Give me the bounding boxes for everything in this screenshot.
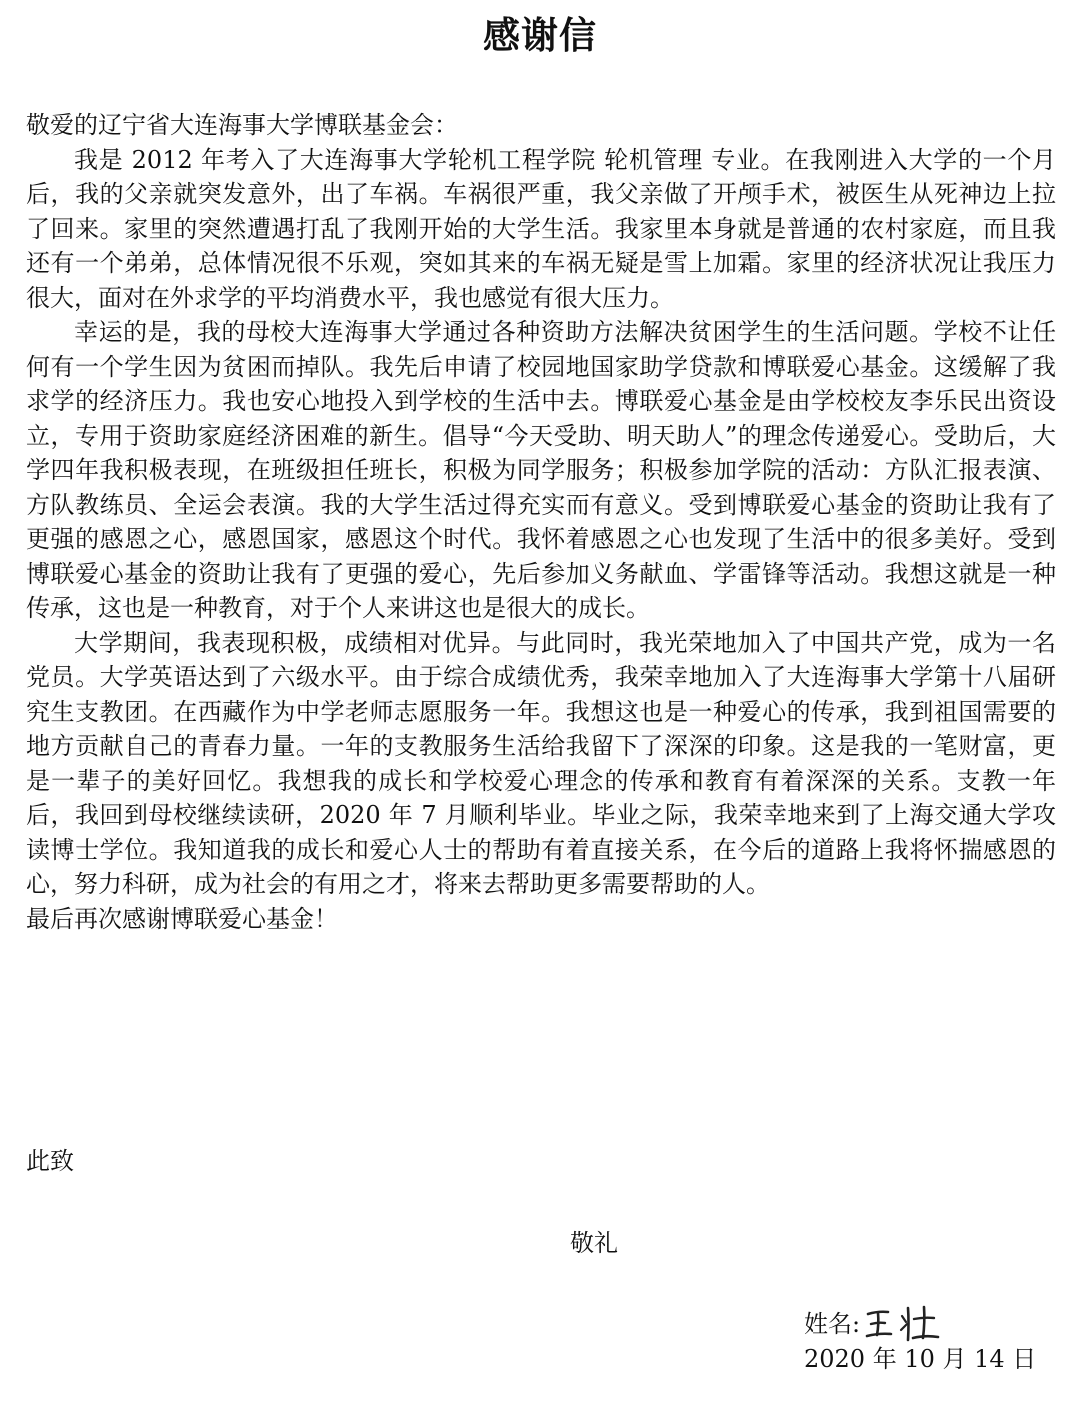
letter-title: 感谢信 (483, 14, 597, 57)
handwritten-signature (864, 1304, 946, 1344)
letter-body (26, 108, 1056, 936)
paragraph-1: 我是 2012 年考入了大连海事大学轮机工程学院 轮机管理 专业。在我刚进入大学的一个月后，我的父亲就突发意外，出了车祸。车祸很严重，我父亲做了开颅手术，被医生从死神边上拉了回来。家里的突然遭遇打乱了我刚开始的大学生活。我家里本身就是普通的农村家庭，而且我还有一个弟弟，总体情况很不乐观，突如其来的车祸无疑是雪上加霜。家里的经济状况让我压力很大，面对在外求学的平均消费水平，我也感觉有很大压力。 (26, 145, 1056, 312)
salutation: 敬爱的辽宁省大连海事大学博联基金会： (26, 111, 458, 139)
paragraph-3: 大学期间，我表现积极，成绩相对优异。与此同时，我光荣地加入了中国共产党，成为一名党员。大学英语达到了六级水平。由于综合成绩优秀，我荣幸地加入了大连海事大学第十八届研究生支教团。在西藏作为中学老师志愿服务一年。我想这也是一种爱心的传承，我到祖国需要的地方贡献自己的青春力量。一年的支教服务生活给我留下了深深的印象。这是我的一笔财富，更是一辈子的美好回忆。我想我的成长和学校爱心理念的传承和教育有着深深的关系。支教一年后，我回到母校继续读研，2020 年 7 月顺利毕业。毕业之际，我荣幸地来到了上海交通大学攻读博士学位。我知道我的成长和爱心人士的帮助有着直接关系，在今后的道路上我将怀揣感恩的心，努力科研，成为社会的有用之才，将来去帮助更多需要帮助的人。 (26, 628, 1056, 898)
letter-date: 2020 年 10 月 14 日 (804, 1345, 1037, 1373)
final-thanks: 最后再次感谢博联爱心基金！ (26, 904, 338, 933)
signature-label: 姓名: (804, 1310, 861, 1338)
signature-line (804, 1304, 946, 1344)
paragraph-2: 幸运的是，我的母校大连海事大学通过各种资助方法解决贫困学生的生活问题。学校不让任何有一个学生因为贫困而掉队。我先后申请了校园地国家助学贷款和博联爱心基金。这缓解了我求学的经济压力。我也安心地投入到学校的生活中去。博联爱心基金是由学校校友李乐民出资设立，专用于资助家庭经济困难的新生。倡导“今天受助、明天助人”的理念传递爱心。受助后，大学四年我积极表现，在班级担任班长，积极为同学服务；积极参加学院的活动：方队汇报表演、方队教练员、全运会表演。我的大学生活过得充实而有意义。受到博联爱心基金的资助让我有了更强的感恩之心，感恩国家，感恩这个时代。我怀着感恩之心也发现了生活中的很多美好。受到博联爱心基金的资助让我有了更强的爱心，先后参加义务献血、学雷锋等活动。我想这就是一种传承，这也是一种教育，对于个人来讲这也是很大的成长。 (26, 318, 1056, 622)
regards-phrase: 敬礼 (570, 1229, 618, 1257)
closing-phrase: 此致 (26, 1147, 74, 1175)
